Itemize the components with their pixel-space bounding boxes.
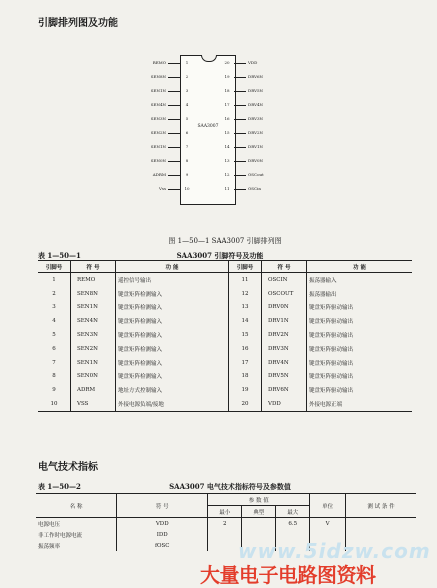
table1-title: SAA3007 引脚符号及功能 — [176, 251, 264, 260]
pin-number: 11 — [224, 186, 230, 191]
table-cell: 2 — [208, 518, 242, 530]
table-cell: 16 — [229, 342, 262, 356]
table-cell: 键盘矩阵检测输入 — [116, 356, 229, 370]
table-row — [38, 397, 412, 411]
pin-name: SEN3N — [150, 116, 166, 121]
table-cell: 7 — [52, 359, 56, 366]
pin-lead — [234, 105, 246, 106]
table-cell: 键盘矩阵检测输入 — [116, 301, 229, 315]
table-cell: fOSC — [117, 540, 208, 551]
table-cell: 振荡频率 — [38, 543, 61, 550]
pin-number: 19 — [224, 74, 230, 79]
table-cell: 18 — [229, 370, 262, 384]
table-row — [36, 518, 416, 530]
pin-lead — [168, 189, 180, 190]
table-cell: 14 — [229, 314, 262, 328]
header-unit: 单位 — [310, 494, 346, 518]
pin-number: 14 — [224, 144, 230, 149]
pin-right-17 — [224, 100, 274, 110]
header-min: 最小 — [208, 506, 242, 518]
table-cell: 振荡器输入 — [307, 273, 413, 287]
pin-name: VDD — [248, 60, 258, 65]
pin-name: REMO — [152, 60, 166, 65]
pin-name: DRV5N — [248, 88, 264, 93]
table-cell — [346, 518, 416, 530]
pin-left-2 — [142, 72, 189, 82]
pin-lead — [234, 77, 246, 78]
header-params: 参 数 值 — [208, 494, 310, 506]
pin-lead — [234, 119, 246, 120]
table-cell: SEN0N — [71, 370, 116, 384]
pin-left-8 — [142, 156, 189, 166]
table-cell: 键盘矩阵驱动输出 — [307, 328, 413, 342]
pin-lead — [168, 175, 180, 176]
table-cell: 11 — [229, 273, 262, 287]
table-cell: 键盘矩阵检测输入 — [116, 314, 229, 328]
table-row — [38, 287, 412, 301]
table-cell: 外接电源负端/接地 — [116, 397, 229, 411]
pin-number: 12 — [224, 172, 230, 177]
table-cell: 键盘矩阵驱动输出 — [307, 356, 413, 370]
table2-label: 表 1—50—2 — [38, 482, 81, 491]
pin-lead — [234, 91, 246, 92]
table-cell: 键盘矩阵驱动输出 — [307, 370, 413, 384]
table-cell: 键盘矩阵检测输入 — [116, 287, 229, 301]
table-cell: SEN1N — [71, 356, 116, 370]
table-cell: 1 — [52, 276, 56, 283]
pin-lead — [168, 147, 180, 148]
header-symbol: 符 号 — [71, 261, 116, 273]
pin-lead — [168, 161, 180, 162]
table-cell: VSS — [71, 397, 116, 411]
table-cell: 20 — [229, 397, 262, 411]
figure-caption: 图 1—50—1 SAA3007 引脚排列图 — [168, 237, 282, 245]
table-cell — [242, 518, 276, 530]
pin-name: OSCin — [248, 186, 261, 191]
table-cell: 13 — [229, 301, 262, 315]
pin-number: 10 — [184, 186, 190, 191]
header-function-2: 功 能 — [307, 261, 413, 273]
pin-left-9 — [142, 170, 189, 180]
pin-left-5 — [142, 114, 189, 124]
table-cell: 12 — [229, 287, 262, 301]
table-cell: 3 — [52, 304, 56, 311]
table-cell: DRV0N — [262, 301, 307, 315]
pin-left-1 — [142, 58, 189, 68]
table-cell: DRV4N — [262, 356, 307, 370]
header-conditions: 测 试 条 件 — [346, 494, 416, 518]
pin-number: 16 — [224, 116, 230, 121]
pin-right-19 — [224, 72, 274, 82]
pin-number: 15 — [224, 130, 230, 135]
pin-name: SEN1N — [150, 144, 166, 149]
table-row — [38, 383, 412, 397]
table-row — [38, 328, 412, 342]
table-cell: 键盘矩阵检测输入 — [116, 342, 229, 356]
pin-lead — [234, 63, 246, 64]
table-cell: V — [310, 518, 346, 530]
pin-number: 13 — [224, 158, 230, 163]
table-cell: OSCOUT — [262, 287, 307, 301]
table-cell: OSCIN — [262, 273, 307, 287]
table-cell: 电源电压 — [38, 521, 61, 528]
table-cell: DRV5N — [262, 370, 307, 384]
pin-number: 4 — [185, 102, 189, 107]
pin-number: 5 — [185, 116, 189, 121]
table1-header — [38, 261, 412, 273]
table-cell: SEN2N — [71, 342, 116, 356]
table-cell: VDD — [117, 518, 208, 530]
watermark-text: 大量电子电路图资料 — [200, 563, 376, 587]
section2-title: 电气技术指标 — [38, 462, 98, 473]
table-cell: 15 — [229, 328, 262, 342]
pin-number: 2 — [185, 74, 189, 79]
pin-lead — [234, 161, 246, 162]
pin-name: SEN4N — [150, 102, 166, 107]
pin-lead — [168, 133, 180, 134]
header-pin-no-2: 引脚号 — [229, 261, 262, 273]
pin-number: 6 — [185, 130, 189, 135]
pin-lead — [168, 91, 180, 92]
pin-lead — [234, 133, 246, 134]
pin-number: 1 — [185, 60, 189, 65]
table-cell: 键盘矩阵驱动输出 — [307, 342, 413, 356]
pin-name: DRV6N — [248, 74, 264, 79]
pin-number: 7 — [185, 144, 189, 149]
pin-number: 9 — [185, 172, 189, 177]
table-row — [38, 342, 412, 356]
pin-number: 3 — [185, 88, 189, 93]
table-cell: IDD — [117, 529, 208, 540]
header-symbol-2: 符 号 — [262, 261, 307, 273]
pin-number: 18 — [224, 88, 230, 93]
pin-name: SEN8N — [150, 74, 166, 79]
header-symbol: 符 号 — [117, 494, 208, 518]
table-cell: 6 — [52, 345, 56, 352]
table-cell: 键盘矩阵驱动输出 — [307, 314, 413, 328]
table-cell: 10 — [50, 401, 58, 408]
pin-lead — [234, 175, 246, 176]
table-cell: 键盘矩阵驱动输出 — [307, 301, 413, 315]
pin-left-3 — [142, 86, 189, 96]
pin-lead — [234, 189, 246, 190]
table-cell: 遥控信号输出 — [116, 273, 229, 287]
header-function: 功 能 — [116, 261, 229, 273]
table-cell: DRV1N — [262, 314, 307, 328]
pin-name: OSCout — [248, 172, 264, 177]
chip-label: SAA3007 — [197, 124, 219, 129]
pin-name: SEN0N — [150, 158, 166, 163]
table-cell: ADRM — [71, 383, 116, 397]
table-cell: DRV6N — [262, 383, 307, 397]
table-cell: SEN3N — [71, 328, 116, 342]
pin-lead — [168, 63, 180, 64]
pin-lead — [168, 105, 180, 106]
pin-number: 20 — [224, 60, 230, 65]
table-cell: 地址方式控制输入 — [116, 383, 229, 397]
pin-name: ADRM — [152, 172, 166, 177]
table-cell: 4 — [52, 318, 56, 325]
pin-name: Vss — [159, 186, 166, 191]
table-cell: SEN8N — [71, 287, 116, 301]
table-cell: 6.5 — [276, 518, 310, 530]
pin-lead — [168, 119, 180, 120]
table-row — [38, 356, 412, 370]
table-cell: 外接电源正端 — [307, 397, 413, 411]
table-row — [38, 314, 412, 328]
pin-right-12 — [224, 170, 274, 180]
chip-notch — [201, 55, 217, 62]
pin-name: DRV4N — [248, 102, 264, 107]
pin-right-20 — [224, 58, 274, 68]
table-row — [38, 301, 412, 315]
table2-title: SAA3007 电气技术指标符号及参数值 — [169, 482, 291, 491]
header-pin-no: 引脚号 — [38, 261, 71, 273]
pin-name: DRV3N — [248, 116, 264, 121]
pin-left-10 — [142, 184, 190, 194]
header-name: 名 称 — [36, 494, 117, 518]
table-cell: 键盘矩阵检测输入 — [116, 328, 229, 342]
header-typ: 典型 — [242, 506, 276, 518]
pin-right-15 — [224, 128, 274, 138]
pin-number: 8 — [185, 158, 189, 163]
pin-name: DRV0N — [248, 158, 264, 163]
table-cell: 振荡器输出 — [307, 287, 413, 301]
table-cell: 8 — [52, 373, 56, 380]
table-cell: 19 — [229, 383, 262, 397]
section1-title: 引脚排列图及功能 — [38, 18, 118, 29]
pin-right-18 — [224, 86, 274, 96]
table-cell: DRV2N — [262, 328, 307, 342]
table-cell: SEN4N — [71, 314, 116, 328]
pin-right-14 — [224, 142, 274, 152]
table-cell: 5 — [52, 332, 56, 339]
pin-name: DRV2N — [248, 130, 264, 135]
pin-function-table — [38, 260, 412, 412]
table-cell — [208, 540, 242, 551]
header-max: 最大 — [276, 506, 310, 518]
table-cell: 键盘矩阵驱动输出 — [307, 383, 413, 397]
pin-left-7 — [142, 142, 189, 152]
table-row — [38, 273, 412, 287]
table-row — [38, 370, 412, 384]
table-cell: DRV3N — [262, 342, 307, 356]
pin-number: 17 — [224, 102, 230, 107]
pin-right-11 — [224, 184, 274, 194]
pin-right-16 — [224, 114, 274, 124]
table-cell — [208, 529, 242, 540]
table-cell: 键盘矩阵检测输入 — [116, 370, 229, 384]
pin-right-13 — [224, 156, 274, 166]
pin-left-6 — [142, 128, 189, 138]
table-cell: 9 — [52, 387, 56, 394]
pin-lead — [234, 147, 246, 148]
table-cell: 17 — [229, 356, 262, 370]
pin-left-4 — [142, 100, 189, 110]
watermark-url: www.5idzw.com — [238, 539, 431, 563]
table1-label: 表 1—50—1 — [38, 251, 81, 260]
table-cell: 2 — [52, 290, 56, 297]
table-cell: VDD — [262, 397, 307, 411]
table-cell: SEN1N — [71, 301, 116, 315]
pin-name: SEN2N — [150, 130, 166, 135]
table-cell: REMO — [71, 273, 116, 287]
pin-name: SEN1N — [150, 88, 166, 93]
table-cell: 非工作时电源电流 — [38, 532, 83, 539]
pin-lead — [168, 77, 180, 78]
pin-name: DRV1N — [248, 144, 264, 149]
